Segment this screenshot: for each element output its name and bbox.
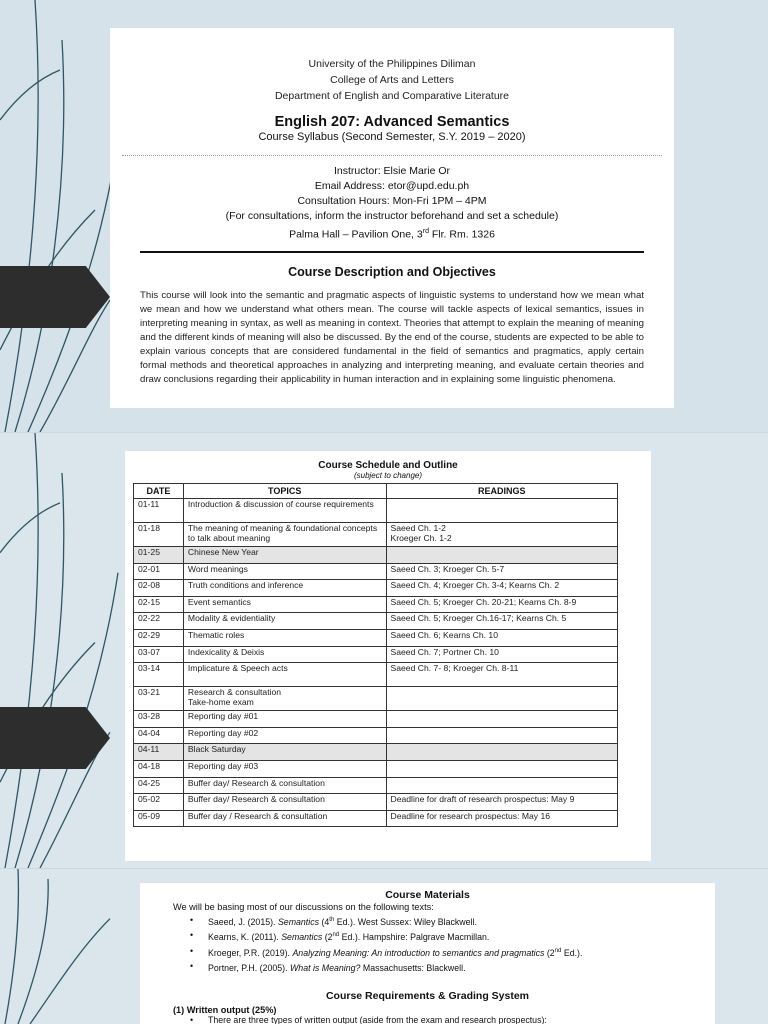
table-row (134, 760, 618, 777)
department-name: Department of English and Comparative Literature (274, 90, 510, 102)
materials-title: Course Materials (385, 889, 470, 901)
table-row (134, 794, 618, 811)
office-location: Palma Hall – Pavilion One, 3rd Flr. Rm. 1326 (289, 228, 495, 241)
college-name: College of Arts and Letters (330, 74, 454, 86)
cell-date: 04-11 (134, 744, 184, 761)
table-row (134, 687, 618, 711)
cell-topic: Event semantics (183, 596, 386, 613)
cell-date: 02-29 (134, 629, 184, 646)
consultation-hours: Consultation Hours: Mon-Fri 1PM – 4PM (297, 195, 487, 207)
cell-readings: Saeed Ch. 4; Kroeger Ch. 3-4; Kearns Ch. 2 (386, 580, 618, 597)
syllabus-page-1 (110, 28, 674, 408)
cell-date: 03-28 (134, 711, 184, 728)
cell-topic: Implicature & Speech acts (183, 663, 386, 687)
cell-topic: Truth conditions and inference (183, 580, 386, 597)
cell-date: 01-18 (134, 523, 184, 547)
cell-readings: Deadline for research prospectus: May 16 (386, 810, 618, 827)
cell-readings (386, 727, 618, 744)
cell-topic: Reporting day #02 (183, 727, 386, 744)
cell-topic: Buffer day / Research & consultation (183, 810, 386, 827)
cell-topic: Reporting day #03 (183, 760, 386, 777)
decorative-lines (0, 433, 120, 868)
table-row (134, 810, 618, 827)
cell-readings (386, 547, 618, 564)
cell-topic: Buffer day/ Research & consultation (183, 794, 386, 811)
list-item: • Saeed, J. (2015). Semantics (4th Ed.). West Sussex: Wiley Blackwell. (190, 914, 715, 929)
schedule-title: Course Schedule and Outline (318, 460, 458, 471)
syllabus-page-2 (125, 451, 651, 861)
cell-date: 03-14 (134, 663, 184, 687)
cell-topic: Thematic roles (183, 629, 386, 646)
instructor-name: Instructor: Elsie Marie Or (333, 165, 451, 177)
heavy-divider (140, 251, 644, 253)
table-row (134, 777, 618, 794)
cell-topic: Research & consultation Take-home exam (183, 687, 386, 711)
cell-readings: Saeed Ch. 7- 8; Kroeger Ch. 8-11 (386, 663, 618, 687)
table-row (134, 563, 618, 580)
requirement-bullet: • There are three types of written output (aside from the exam and research prospectus): (208, 1015, 715, 1024)
slide-3 (0, 868, 768, 1024)
table-row (134, 596, 618, 613)
cell-readings: Deadline for draft of research prospectus: May 9 (386, 794, 618, 811)
description-title: Course Description and Objectives (288, 264, 496, 279)
materials-intro: We will be basing most of our discussions on the following texts: (173, 902, 434, 912)
cell-topic: Introduction & discussion of course requirements (183, 499, 386, 523)
table-row (134, 499, 618, 523)
syllabus-page-3 (140, 883, 715, 1024)
cell-readings (386, 499, 618, 523)
cell-topic: Indexicality & Deixis (183, 646, 386, 663)
table-row (134, 711, 618, 728)
table-row (134, 663, 618, 687)
slide-1 (0, 0, 768, 432)
table-row (134, 523, 618, 547)
cell-readings (386, 760, 618, 777)
cell-readings: Saeed Ch. 5; Kroeger Ch.16-17; Kearns Ch. 5 (386, 613, 618, 630)
slide-2 (0, 432, 768, 868)
decorative-lines (0, 869, 120, 1024)
column-header-readings: READINGS (386, 484, 618, 499)
cell-readings (386, 744, 618, 761)
cell-readings (386, 777, 618, 794)
requirement-item-1: (1) Written output (25%) (173, 1004, 277, 1015)
materials-list (190, 914, 715, 976)
consultation-note: (For consultations, inform the instructor beforehand and set a schedule) (225, 210, 559, 222)
cell-date: 01-25 (134, 547, 184, 564)
cell-topic: Word meanings (183, 563, 386, 580)
cell-date: 03-21 (134, 687, 184, 711)
table-row (134, 547, 618, 564)
cell-readings: Saeed Ch. 5; Kroeger Ch. 20-21; Kearns Ch. 8-9 (386, 596, 618, 613)
cell-topic: Modality & evidentiality (183, 613, 386, 630)
cell-readings (386, 687, 618, 711)
dotted-divider (122, 155, 662, 156)
description-body: This course will look into the semantic and pragmatic aspects of linguistic systems to understand how we mean what we mean and how we understand what others mean. The course will tackle aspects of lexical semantics, issues in interpreting meaning in syntax, as well as meaning in context. Theories that attempt to explain the meaning of meaning and the different kinds of meaning will also be discussed. By the end of the course, students are expected to be able to explain various concepts that are considered fundamental in the field of semantics and pragmatics, apply certain formal methods and theoretical approaches in analyzing and interpreting meaning, and evaluate certain theories and draw conclusions regarding their applicability in human interaction and in explaining some linguistic phenomena. (140, 289, 644, 385)
cell-topic: Reporting day #01 (183, 711, 386, 728)
cell-date: 04-25 (134, 777, 184, 794)
requirements-title: Course Requirements & Grading System (325, 989, 530, 1002)
cell-date: 02-22 (134, 613, 184, 630)
table-row (134, 727, 618, 744)
course-subtitle: Course Syllabus (Second Semester, S.Y. 2019 – 2020) (258, 131, 526, 143)
cell-date: 03-07 (134, 646, 184, 663)
cell-readings: Saeed Ch. 6; Kearns Ch. 10 (386, 629, 618, 646)
university-name: University of the Philippines Diliman (308, 58, 476, 70)
cell-readings: Saeed Ch. 3; Kroeger Ch. 5-7 (386, 563, 618, 580)
column-header-date: DATE (134, 484, 184, 499)
cell-date: 04-04 (134, 727, 184, 744)
list-item: • Kearns, K. (2011). Semantics (2nd Ed.). Hampshire: Palgrave Macmillan. (190, 929, 715, 944)
cell-date: 02-08 (134, 580, 184, 597)
cell-topic: Buffer day/ Research & consultation (183, 777, 386, 794)
decorative-lines (0, 0, 120, 432)
schedule-note: (subject to change) (353, 471, 423, 480)
cell-readings (386, 711, 618, 728)
course-title: English 207: Advanced Semantics (274, 114, 510, 130)
cell-date: 02-15 (134, 596, 184, 613)
list-item: • Portner, P.H. (2005). What is Meaning? Massachusetts: Blackwell. (190, 960, 715, 975)
cell-date: 05-02 (134, 794, 184, 811)
cell-topic: Chinese New Year (183, 547, 386, 564)
cell-readings: Saeed Ch. 1-2 Kroeger Ch. 1-2 (386, 523, 618, 547)
cell-date: 05-09 (134, 810, 184, 827)
schedule-rows (134, 499, 618, 827)
table-row (134, 580, 618, 597)
table-row (134, 744, 618, 761)
table-row (134, 629, 618, 646)
table-row (134, 613, 618, 630)
column-header-topics: TOPICS (183, 484, 386, 499)
cell-date: 01-11 (134, 499, 184, 523)
table-row (134, 646, 618, 663)
list-item: • Kroeger, P.R. (2019). Analyzing Meaning: An introduction to semantics and pragmatics (2nd Ed.). (190, 945, 715, 960)
schedule-table (133, 483, 618, 827)
cell-readings: Saeed Ch. 7; Portner Ch. 10 (386, 646, 618, 663)
cell-date: 02-01 (134, 563, 184, 580)
cell-topic: The meaning of meaning & foundational concepts to talk about meaning (183, 523, 386, 547)
cell-date: 04-18 (134, 760, 184, 777)
cell-topic: Black Saturday (183, 744, 386, 761)
instructor-email: Email Address: etor@upd.edu.ph (314, 180, 470, 192)
